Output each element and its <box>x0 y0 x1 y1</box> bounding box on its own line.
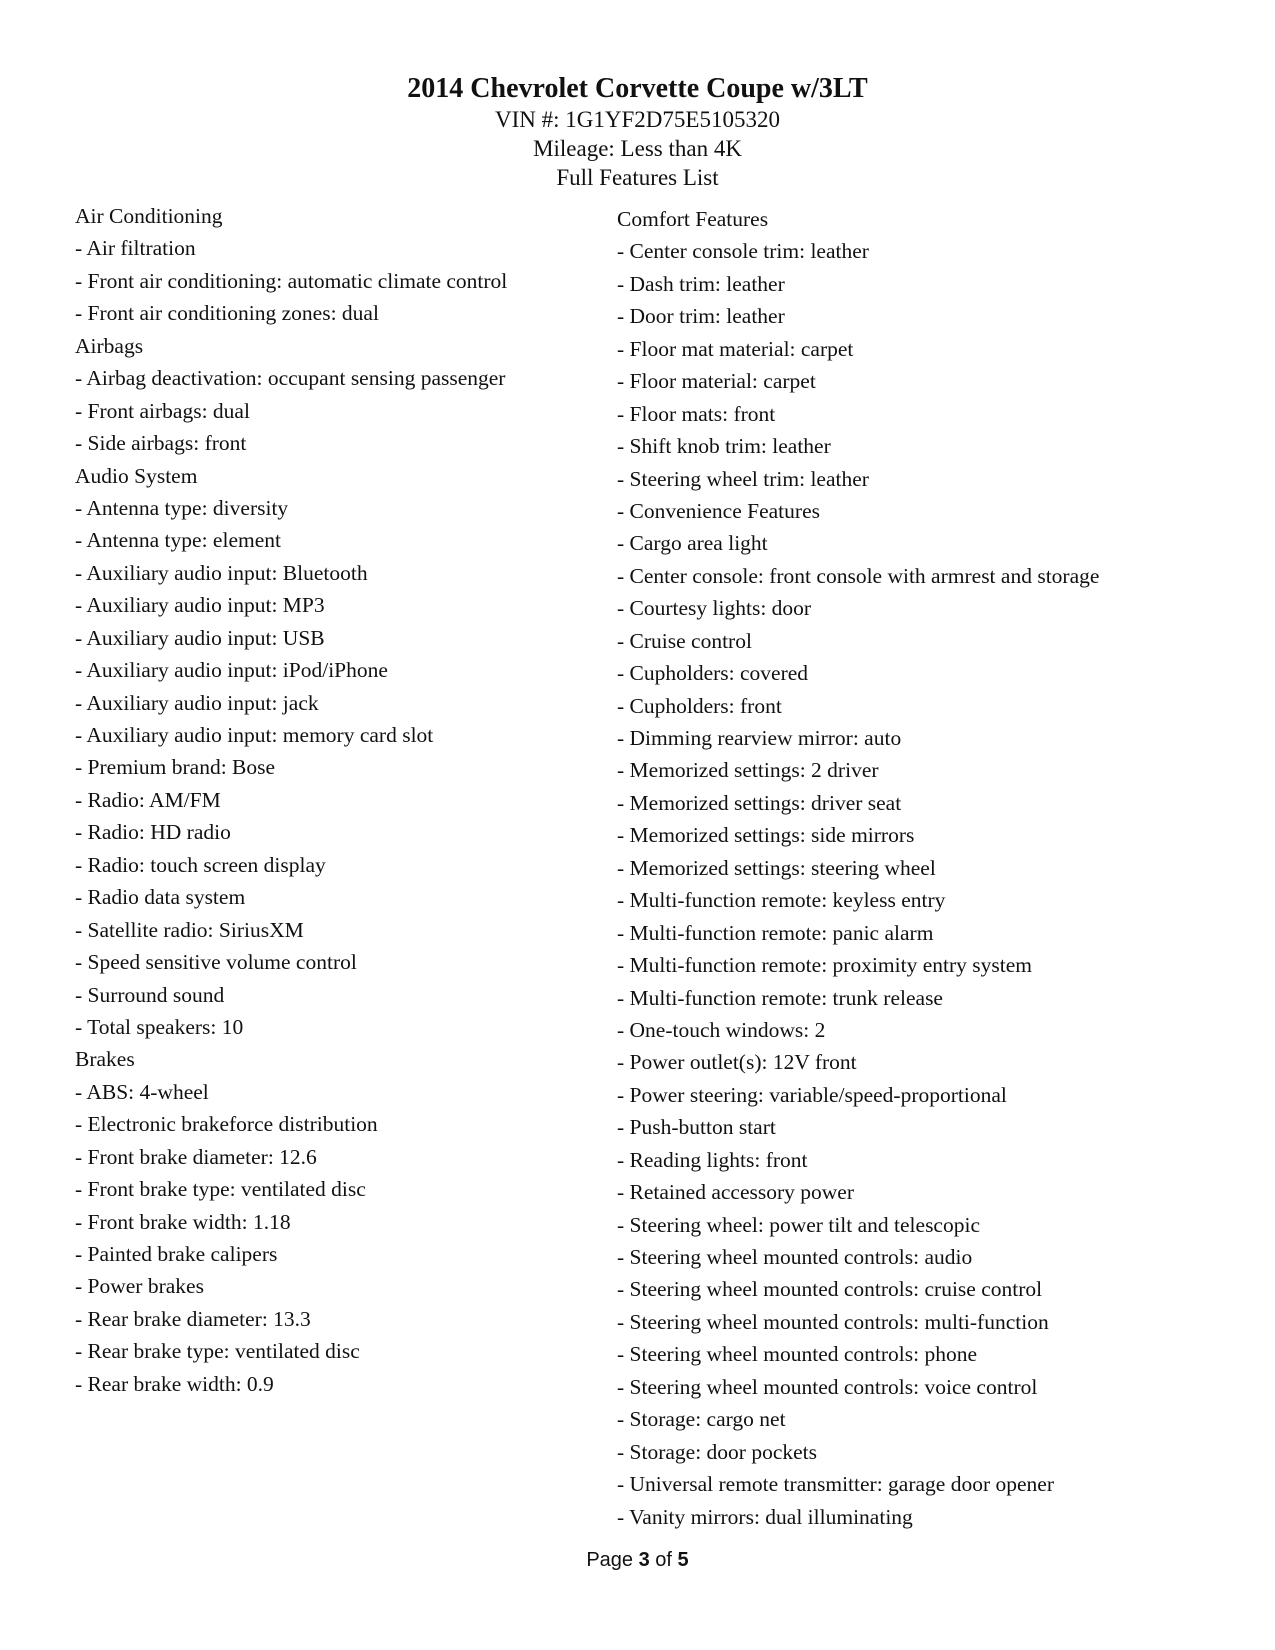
feature-line: - Auxiliary audio input: iPod/iPhone <box>75 658 388 683</box>
page-footer <box>0 1548 1275 1572</box>
feature-line: - Center console trim: leather <box>617 239 869 264</box>
feature-line: - Auxiliary audio input: Bluetooth <box>75 560 368 585</box>
feature-line: - Shift knob trim: leather <box>617 434 831 459</box>
feature-line: - Front brake diameter: 12.6 <box>75 1144 317 1169</box>
feature-line: - Convenience Features <box>617 498 820 523</box>
feature-line: - Antenna type: element <box>75 528 281 553</box>
feature-line: - Front airbags: dual <box>75 398 250 423</box>
feature-line: Comfort Features <box>617 207 769 231</box>
document-title: 2014 Chevrolet Corvette Coupe w/3LT <box>407 73 868 104</box>
feature-line: - Floor mat material: carpet <box>617 336 854 361</box>
feature-line: - Radio: touch screen display <box>75 852 326 877</box>
feature-line: - Rear brake diameter: 13.3 <box>75 1306 311 1331</box>
page-of-label: of <box>649 1549 678 1571</box>
feature-line: - Side airbags: front <box>75 431 247 456</box>
feature-line: - Steering wheel mounted controls: multi-function <box>617 1309 1049 1334</box>
feature-line: - Steering wheel mounted controls: phone <box>617 1342 978 1367</box>
feature-line: - One-touch windows: 2 <box>617 1017 826 1042</box>
feature-line: - Auxiliary audio input: MP3 <box>75 593 325 618</box>
feature-line: - Memorized settings: steering wheel <box>617 855 936 880</box>
list-subtitle: Full Features List <box>556 165 719 190</box>
feature-line: - Reading lights: front <box>617 1147 808 1172</box>
feature-line: - Satellite radio: SiriusXM <box>75 917 304 942</box>
feature-line: - Front brake type: ventilated disc <box>75 1177 366 1202</box>
feature-line: - Dimming rearview mirror: auto <box>617 726 902 750</box>
feature-line: - Memorized settings: 2 driver <box>617 758 879 783</box>
feature-line: - Power brakes <box>75 1274 204 1299</box>
feature-line: - Rear brake type: ventilated disc <box>75 1339 360 1364</box>
feature-line: - Memorized settings: driver seat <box>617 790 902 815</box>
left-feature-column <box>75 200 595 1400</box>
feature-line: - Power outlet(s): 12V front <box>617 1050 857 1075</box>
feature-line: Airbags <box>75 333 144 358</box>
feature-line: - Auxiliary audio input: jack <box>75 690 319 715</box>
feature-line: Air Conditioning <box>75 204 223 228</box>
feature-line: - Airbag deactivation: occupant sensing passenger <box>75 366 506 391</box>
mileage: Mileage: Less than 4K <box>533 136 742 161</box>
feature-line: - Dash trim: leather <box>617 271 785 296</box>
feature-line: - Radio: HD radio <box>75 820 231 845</box>
feature-line: - Steering wheel mounted controls: cruise control <box>617 1277 1043 1302</box>
feature-line: Audio System <box>75 463 198 488</box>
feature-line: - Radio: AM/FM <box>75 787 221 812</box>
current-page-number: 3 <box>638 1549 650 1571</box>
feature-line: - Memorized settings: side mirrors <box>617 823 915 848</box>
feature-line: - Courtesy lights: door <box>617 596 812 621</box>
feature-line: Brakes <box>75 1047 135 1072</box>
feature-line: - Front brake width: 1.18 <box>75 1209 291 1234</box>
feature-line: - Push-button start <box>617 1115 776 1140</box>
feature-line: - Multi-function remote: panic alarm <box>617 920 934 945</box>
feature-line: - ABS: 4-wheel <box>75 1079 209 1104</box>
feature-line: - Front air conditioning: automatic climate control <box>75 268 508 293</box>
feature-line: - Auxiliary audio input: USB <box>75 625 325 650</box>
feature-line: - Power steering: variable/speed-proportional <box>617 1082 1007 1107</box>
feature-line: - Storage: cargo net <box>617 1407 786 1432</box>
feature-line: - Multi-function remote: trunk release <box>617 985 943 1010</box>
feature-line: - Premium brand: Bose <box>75 755 276 780</box>
feature-line: - Steering wheel trim: leather <box>617 466 869 491</box>
feature-line: - Surround sound <box>75 982 225 1007</box>
feature-line: - Front air conditioning zones: dual <box>75 301 379 326</box>
feature-line: - Cruise control <box>617 628 752 653</box>
page-label: Page <box>586 1549 639 1571</box>
total-pages-number: 5 <box>677 1549 689 1571</box>
feature-line: - Radio data system <box>75 885 246 910</box>
feature-line: - Cargo area light <box>617 531 768 556</box>
feature-line: - Multi-function remote: keyless entry <box>617 888 946 913</box>
feature-line: - Steering wheel: power tilt and telescopic <box>617 1212 980 1237</box>
feature-line: - Multi-function remote: proximity entry system <box>617 953 1032 978</box>
feature-line: - Floor material: carpet <box>617 369 816 394</box>
right-feature-column <box>617 203 1257 1533</box>
feature-line: - Painted brake calipers <box>75 1242 278 1266</box>
document-header <box>0 73 1275 192</box>
feature-line: - Rear brake width: 0.9 <box>75 1371 274 1396</box>
feature-line: - Total speakers: 10 <box>75 1014 244 1039</box>
feature-line: - Floor mats: front <box>617 401 776 426</box>
feature-line: - Steering wheel mounted controls: audio <box>617 1245 973 1269</box>
feature-line: - Cupholders: front <box>617 693 782 718</box>
feature-line: - Universal remote transmitter: garage door opener <box>617 1472 1054 1497</box>
feature-line: - Door trim: leather <box>617 304 785 329</box>
feature-line: - Speed sensitive volume control <box>75 950 357 975</box>
feature-line: - Auxiliary audio input: memory card slot <box>75 723 434 747</box>
feature-line: - Retained accessory power <box>617 1180 854 1205</box>
feature-line: - Vanity mirrors: dual illuminating <box>617 1504 913 1529</box>
feature-line: - Electronic brakeforce distribution <box>75 1112 378 1137</box>
feature-line: - Center console: front console with armrest and storage <box>617 563 1100 588</box>
vin-number: VIN #: 1G1YF2D75E5105320 <box>495 107 780 132</box>
feature-line: - Air filtration <box>75 236 196 261</box>
feature-line: - Cupholders: covered <box>617 661 809 686</box>
feature-line: - Storage: door pockets <box>617 1439 818 1464</box>
feature-line: - Steering wheel mounted controls: voice control <box>617 1374 1038 1399</box>
feature-line: - Antenna type: diversity <box>75 495 289 520</box>
